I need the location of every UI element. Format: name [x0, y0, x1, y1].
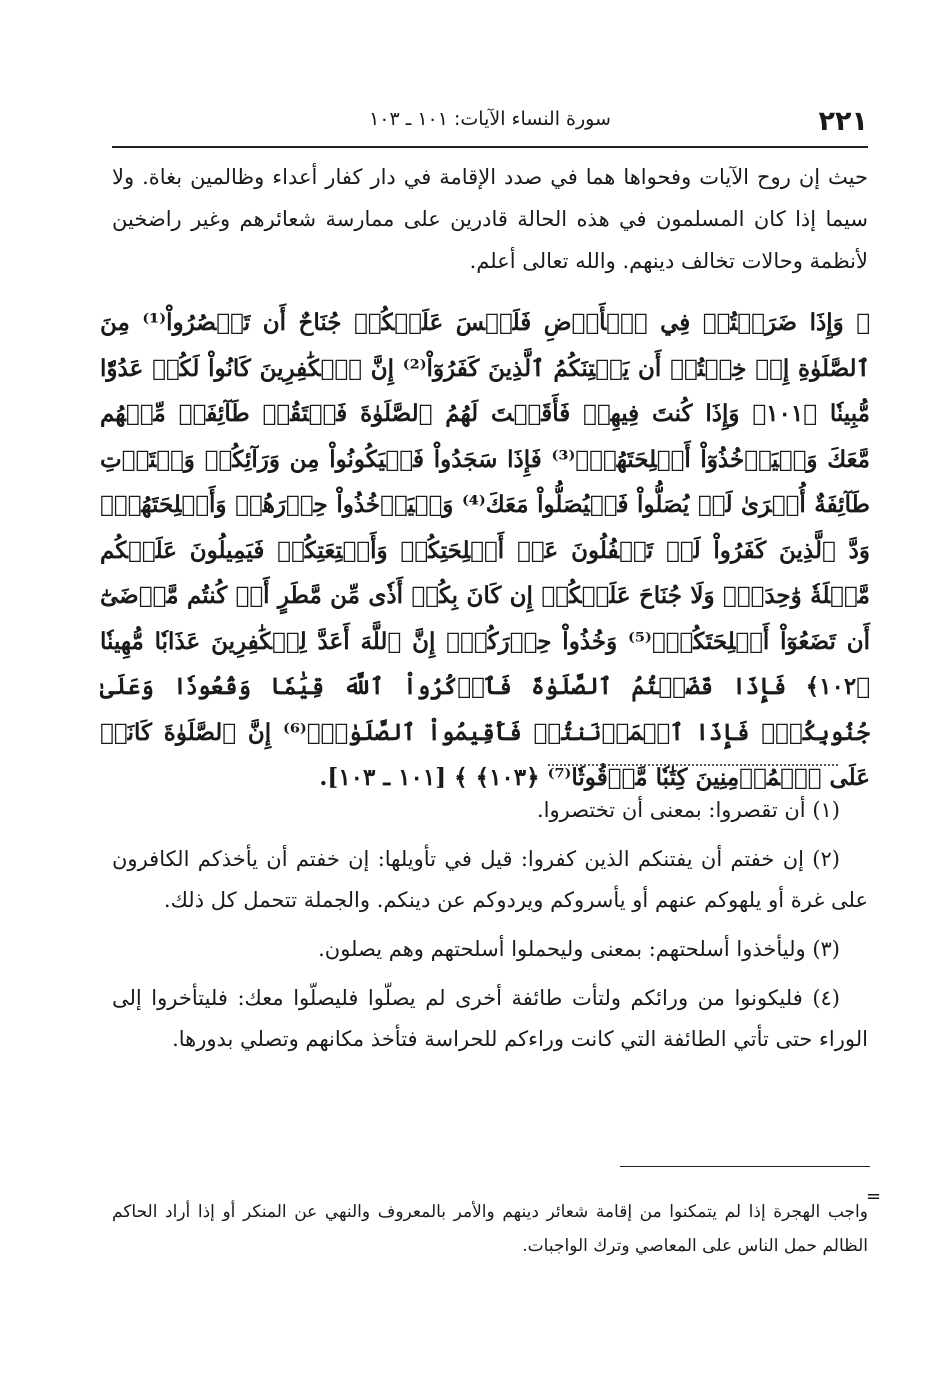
footnote-4: (٤) فليكونوا من ورائكم ولتأت طائفة أخرى لم يصلّوا فليصلّوا معك: فليتأخروا إلى الوراء حتى تأتي الطائفة التي كانت وراءكم للحراسة فتأخذ مكانهم وتصلي بدورها. [112, 986, 868, 1051]
footnote-rule [620, 1166, 870, 1167]
body-paragraph: حيث إن روح الآيات وفحواها هما في صدد الإقامة في دار كفار أعداء وظالمين بغاة. ولا سيما إذا كان المسلمون في هذه الحالة قادرين على ممارسة شعائرهم وغير راضخين لأنظمة وحالات تخالف دينهم. والله تعالى أعلم. [112, 165, 868, 273]
page-number: ٢٢١ [818, 106, 868, 137]
continuation-mark: = [866, 1186, 882, 1207]
dotted-separator [548, 764, 838, 766]
footnote-2: (٢) إن خفتم أن يفتنكم الذين كفروا: قيل في تأويلها: إن خفتم أن يأخذكم الكافرون على غرة أو يلهوكم عنهم أو يأسروكم ويردوكم عن دينكم. والجملة تتحمل كل ذلك. [112, 847, 868, 912]
footnote-1: (١) أن تقصروا: بمعنى أن تختصروا. [536, 798, 840, 822]
running-title: سورة النساء الآيات: ١٠١ ـ ١٠٣ [369, 108, 611, 130]
header-rule [112, 146, 868, 148]
continued-footnote: واجب الهجرة إذا لم يتمكنوا من إقامة شعائر دينهم والأمر بالمعروف والنهي عن المنكر أو إذا أراد الحاكم الظالم حمل الناس على المعاصي وترك الواجبات. [112, 1202, 868, 1256]
page-header [112, 100, 868, 144]
footnote-3: (٣) وليأخذوا أسلحتهم: بمعنى وليحملوا أسلحتهم وهم يصلون. [318, 937, 840, 961]
footnotes [112, 790, 868, 1068]
quran-verse-block: ﴿ وَإِذَا ضَرَبۡتُمۡ فِي ٱلۡأَرۡضِ فَلَيۡسَ عَلَيۡكُمۡ جُنَاحٌ أَن تَقۡصُرُواْ⁽¹⁾ مِنَ ٱلصَّلَوٰةِ إِنۡ خِفۡتُمۡ أَن يَفۡتِنَكُمُ ٱلَّذِينَ كَفَرُوٓاْ⁽²⁾ إِنَّ ٱلۡكَٰفِرِينَ كَانُواْ لَكُمۡ عَدُوّٗا مُّبِينٗا ﴿١٠١﴾ وَإِذَا كُنتَ فِيهِمۡ فَأَقَمۡتَ لَهُمُ ٱلصَّلَوٰةَ فَلۡتَقُمۡ طَآئِفَةٞ مِّنۡهُم مَّعَكَ وَلۡيَأۡخُذُوٓاْ أَسۡلِحَتَهُمۡۖ⁽³⁾ فَإِذَا سَجَدُواْ فَلۡيَكُونُواْ مِن وَرَآئِكُمۡ وَلۡتَأۡتِ طَآئِفَةٌ أُخۡرَىٰ لَمۡ يُصَلُّواْ فَلۡيُصَلُّواْ مَعَكَ⁽⁴⁾ وَلۡيَأۡخُذُواْ حِذۡرَهُمۡ وَأَسۡلِحَتَهُمۡۗ وَدَّ ٱلَّذِينَ كَفَرُواْ لَوۡ تَغۡفُلُونَ عَنۡ أَسۡلِحَتِكُمۡ وَأَمۡتِعَتِكُمۡ فَيَمِيلُونَ عَلَيۡكُم مَّيۡلَةٗ وَٰحِدَةٗۚ وَلَا جُنَاحَ عَلَيۡكُمۡ إِن كَانَ بِكُمۡ أَذٗى مِّن مَّطَرٍ أَوۡ كُنتُم مَّرۡضَىٰٓ أَن تَضَعُوٓاْ أَسۡلِحَتَكُمۡۖ⁽⁵⁾ وَخُذُواْ حِذۡرَكُمۡۗ إِنَّ ٱللَّهَ أَعَدَّ لِلۡكَٰفِرِينَ عَذَابٗا مُّهِينٗا ﴿١٠٢﴾ فَإِذَا قَضَيۡتُمُ ٱلصَّلَوٰةَ فَٱذۡكُرُواْ ٱللَّهَ قِيَٰمٗا وَقُعُودٗا وَعَلَىٰ جُنُوبِكُمۡۚ فَإِذَا ٱطۡمَأۡنَنتُمۡ فَأَقِيمُواْ ٱلصَّلَوٰةَۚ⁽⁶⁾ إِنَّ ٱلصَّلَوٰةَ كَانَتۡ عَلَى ٱلۡمُؤۡمِنِينَ كِتَٰبٗا مَّوۡقُوتٗا⁽⁷⁾ ﴿١٠٣﴾ ﴾ [١٠١ ـ ١٠٣]. [100, 309, 871, 791]
